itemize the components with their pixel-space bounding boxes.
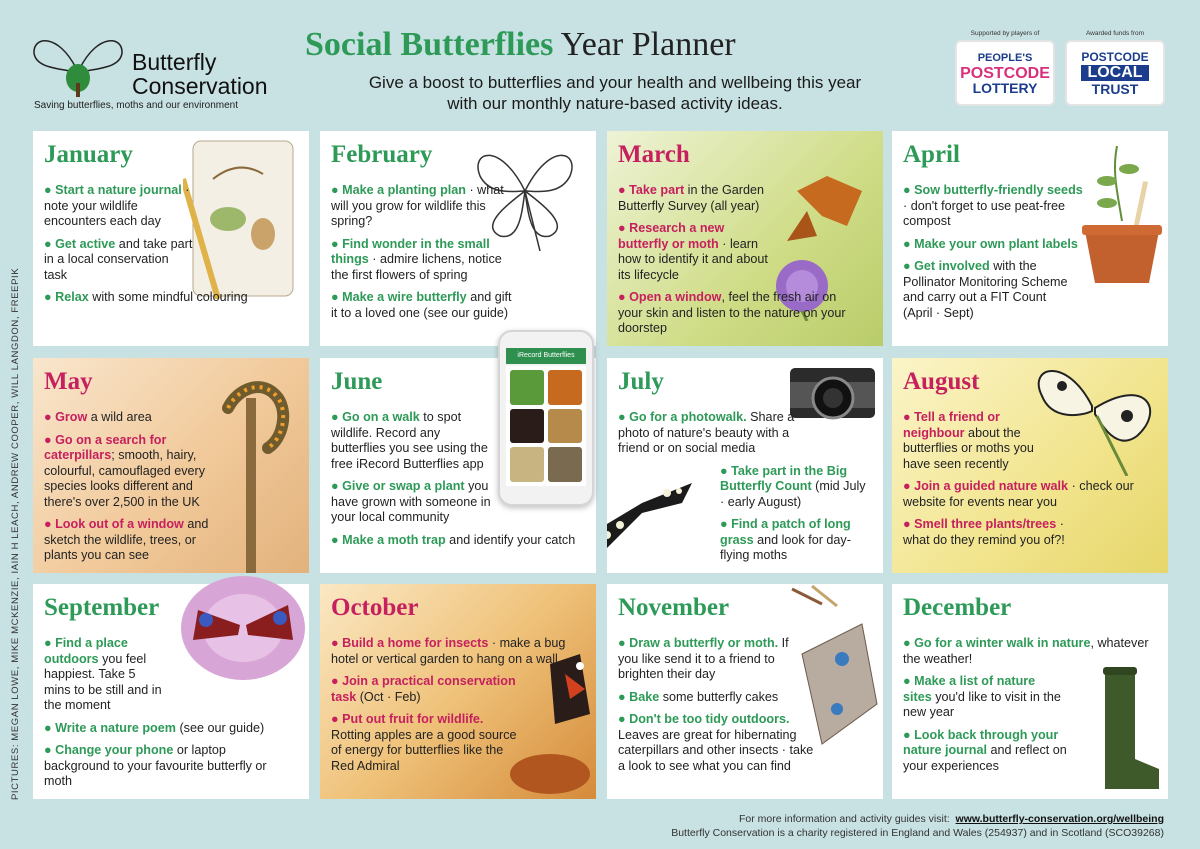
activity-lead: Bake bbox=[629, 689, 660, 704]
activity-item: ● Change your phone or laptop background to your favourite butterfly or moth bbox=[44, 743, 267, 788]
activity-list bbox=[331, 410, 576, 555]
activity-lead: Join a practical conservation task bbox=[331, 674, 516, 704]
activity-text: and reflect on your experiences bbox=[903, 743, 1067, 773]
activity-text: · note your wildlife encounters each day bbox=[44, 183, 190, 228]
activity-item: ● Get involved with the Pollinator Monitoring Scheme and carry out a FIT Count (April · Sept) bbox=[903, 259, 1068, 320]
activity-text: and identify your catch bbox=[445, 532, 576, 547]
wellington-boots-icon bbox=[1097, 664, 1167, 794]
activity-item: ● Grow a wild area bbox=[44, 410, 152, 424]
activity-text: and take part in a local conservation task bbox=[44, 236, 193, 282]
species-tile bbox=[548, 447, 582, 482]
month-title: April bbox=[903, 141, 960, 168]
activity-text: you feel happiest. Take 5 mins to be still and in the moment bbox=[44, 651, 162, 712]
month-title: August bbox=[903, 368, 980, 395]
title-highlight: Social Butterflies bbox=[305, 26, 554, 63]
activity-text: (mid July · early August) bbox=[720, 479, 866, 509]
activity-item: ● Look out of a window and sketch the wildlife, trees, or plants you can see bbox=[44, 517, 209, 562]
activity-text: with the Pollinator Monitoring Scheme and carry out a FIT Count (April · Sept) bbox=[903, 259, 1068, 320]
activity-text: and gift it to a loved one (see our guide) bbox=[331, 290, 512, 320]
activity-text: you have grown with someone in your local community bbox=[331, 479, 491, 524]
activity-text: about the butterflies or moths you have seen recently bbox=[903, 425, 1034, 471]
activity-text: Rotting apples are a good source of energy for butterflies like the Red Admiral bbox=[331, 727, 517, 773]
activity-item: ● Open a window, feel the fresh air on your skin and listen to the nature on your doorstep bbox=[618, 290, 846, 335]
month-card-february bbox=[320, 131, 596, 346]
activity-lead: Find a place outdoors bbox=[44, 636, 128, 666]
activity-text: and look for day-flying moths bbox=[720, 532, 851, 562]
activity-list bbox=[331, 636, 566, 781]
activity-text: ; smooth, hairy, colourful, camouflaged every species looks different and there's over 2,500 in the UK bbox=[44, 448, 206, 509]
month-title: July bbox=[618, 368, 664, 395]
activity-lead: Build a home for insects bbox=[342, 636, 489, 650]
logo-tagline: Saving butterflies, moths and our environment bbox=[34, 100, 238, 111]
activity-lead: Look back through your nature journal bbox=[903, 727, 1059, 757]
sponsor-line: POSTCODE bbox=[1081, 50, 1149, 64]
activity-text: or laptop background to your favourite butterfly or moth bbox=[44, 743, 267, 788]
activity-text: to spot wildlife. Record any butterflies you see using the free iRecord Butterflies app bbox=[331, 410, 488, 471]
activity-text: and sketch the wildlife, trees, or plants you can see bbox=[44, 517, 209, 562]
activity-lead: Go on a search for caterpillars bbox=[44, 432, 167, 462]
phone-irecord-app bbox=[498, 330, 594, 506]
species-tile bbox=[510, 409, 544, 444]
activity-lead: Get active bbox=[55, 236, 116, 251]
activity-lead: Write a nature poem bbox=[55, 720, 176, 735]
activity-item: ● Draw a butterfly or moth. If you like send it to a friend to brighten their day bbox=[618, 636, 789, 681]
peacock-butterfly-on-flower-icon bbox=[178, 570, 308, 685]
sponsor-line: LOCAL bbox=[1081, 65, 1148, 81]
app-grid bbox=[506, 366, 586, 486]
activity-item: ● Tell a friend or neighbour about the butterflies or moths you have seen recently bbox=[903, 410, 1034, 471]
month-card-may bbox=[33, 358, 309, 573]
activity-text: you'd like to visit in the new year bbox=[903, 689, 1061, 719]
activity-lead: Find wonder in the small things bbox=[331, 236, 490, 266]
sponsor-logo bbox=[955, 40, 1055, 106]
month-card-april bbox=[892, 131, 1168, 346]
activity-item: ● Don't be too tidy outdoors. Leaves are great for hibernating caterpillars and other insects · take a look to see what you can find bbox=[618, 712, 814, 773]
sponsor-caption: Supported by players of bbox=[970, 30, 1040, 37]
activity-item: ● Build a home for insects · make a bug hotel or vertical garden to hang on a wall bbox=[331, 636, 566, 666]
activity-list bbox=[903, 636, 1149, 781]
activity-item: ● Make a list of nature sites you'd like to visit in the new year bbox=[903, 674, 1061, 719]
activity-text: · learn how to identify it and about its lifecycle bbox=[618, 236, 768, 282]
activity-item: ● Take part in the Big Butterfly Count (mid July · early August) bbox=[720, 463, 866, 509]
title-rest: Year Planner bbox=[560, 26, 736, 63]
activity-text: (Oct · Feb) bbox=[356, 689, 421, 704]
activity-lead: Look out of a window bbox=[55, 517, 184, 531]
activity-item: ● Give or swap a plant you have grown with someone in your local community bbox=[331, 479, 491, 524]
sponsor-line: LOTTERY bbox=[972, 79, 1038, 96]
month-title: March bbox=[618, 141, 690, 168]
activity-lead: Make a planting plan bbox=[342, 183, 466, 197]
species-tile bbox=[548, 409, 582, 444]
activity-lead: Change your phone bbox=[55, 743, 174, 757]
sponsor-postcode-local-trust bbox=[1065, 30, 1165, 106]
sponsor-caption: Awarded funds from bbox=[1085, 30, 1145, 37]
activity-text: · what will you grow for wildlife this spring? bbox=[331, 183, 504, 228]
activity-item: ● Start a nature journal · note your wildlife encounters each day bbox=[44, 183, 190, 228]
activity-text: Leaves are great for hibernating caterpillars and other insects · take a look to see what you can find bbox=[618, 727, 814, 773]
activity-text: with some mindful colouring bbox=[88, 290, 248, 304]
activity-item: ● Research a new butterfly or moth · learn how to identify it and about its lifecycle bbox=[618, 221, 768, 282]
activity-text: a wild area bbox=[87, 410, 152, 424]
activity-item: ● Put out fruit for wildlife. Rotting apples are a good source of energy for butterflies like the Red Admiral bbox=[331, 712, 517, 773]
activity-text: , feel the fresh air on your skin and listen to the nature on your doorstep bbox=[618, 290, 846, 335]
activity-item: ● Join a practical conservation task (Oct · Feb) bbox=[331, 674, 516, 704]
activity-list bbox=[618, 183, 846, 344]
activity-item: ● Get active and take part in a local conservation task bbox=[44, 236, 193, 282]
month-card-january bbox=[33, 131, 309, 346]
app-title: iRecord Butterflies bbox=[506, 348, 586, 364]
sponsor-peoples-postcode-lottery bbox=[955, 30, 1055, 106]
activity-item: ● Sow butterfly-friendly seeds · don't forget to use peat-free compost bbox=[903, 183, 1083, 228]
activity-item: ● Relax with some mindful colouring bbox=[44, 290, 248, 304]
butterfly-logo-icon bbox=[28, 28, 128, 98]
activity-lead: Start a nature journal bbox=[55, 183, 182, 197]
footer bbox=[671, 812, 1164, 840]
activity-item: ● Smell three plants/trees · what do they remind you of?! bbox=[903, 517, 1065, 547]
activity-item: ● Take part in the Garden Butterfly Survey (all year) bbox=[618, 183, 764, 213]
activity-lead: Don't be too tidy outdoors. bbox=[629, 712, 790, 726]
activity-list bbox=[618, 410, 866, 571]
activity-lead: Take part in the Big Butterfly Count bbox=[720, 463, 848, 493]
activity-list bbox=[618, 636, 818, 781]
activity-text: · admire lichens, notice the first flowers of spring bbox=[331, 252, 502, 282]
activity-item: ● Look back through your nature journal and reflect on your experiences bbox=[903, 727, 1067, 773]
month-card-august bbox=[892, 358, 1168, 573]
activity-text: , whatever the weather! bbox=[903, 636, 1149, 666]
sponsor-line: PEOPLE'S bbox=[977, 51, 1033, 64]
species-tile bbox=[510, 447, 544, 482]
activity-lead: Go for a winter walk in nature bbox=[914, 636, 1091, 650]
activity-item: ● Go on a search for caterpillars; smooth, hairy, colourful, camouflaged every species looks different and there's over 2,500 in the UK bbox=[44, 432, 206, 509]
activity-item: ● Go on a walk to spot wildlife. Record any butterflies you see using the free iRecord Butterflies app bbox=[331, 410, 488, 471]
activity-lead: Make a wire butterfly bbox=[342, 290, 467, 304]
activity-lead: Put out fruit for wildlife. bbox=[342, 712, 484, 726]
activity-item: ● Go for a winter walk in nature, whatever the weather! bbox=[903, 636, 1149, 666]
month-card-march bbox=[607, 131, 883, 346]
activity-item: ● Make a planting plan · what will you grow for wildlife this spring? bbox=[331, 183, 504, 228]
activity-text: (see our guide) bbox=[175, 720, 265, 735]
activity-lead: Make your own plant labels bbox=[914, 236, 1078, 251]
activity-lead: Give or swap a plant bbox=[342, 479, 465, 493]
butterfly-conservation-logo bbox=[28, 22, 298, 122]
activity-list bbox=[44, 183, 248, 313]
month-title: December bbox=[903, 594, 1012, 621]
species-tile bbox=[510, 370, 544, 405]
activity-lead: Smell three plants/trees bbox=[914, 517, 1057, 531]
activity-text: Share a photo of nature's beauty with a friend or on social media bbox=[618, 410, 795, 455]
journal-sketch-icon bbox=[183, 139, 301, 299]
activity-text: · what do they remind you of?! bbox=[903, 517, 1065, 547]
activity-lead: Grow bbox=[55, 410, 88, 424]
activity-item: ● Write a nature poem (see our guide) bbox=[44, 720, 265, 735]
activity-lead: Draw a butterfly or moth. bbox=[629, 636, 779, 650]
activity-list bbox=[44, 410, 229, 571]
activity-item: ● Join a guided nature walk · check our website for events near you bbox=[903, 479, 1134, 509]
activity-text: some butterfly cakes bbox=[659, 689, 779, 704]
month-title: November bbox=[618, 594, 730, 621]
activity-lead: Get involved bbox=[914, 259, 990, 273]
month-title: January bbox=[44, 141, 133, 168]
month-title: June bbox=[331, 368, 383, 395]
month-card-october bbox=[320, 584, 596, 799]
activity-text: in the Garden Butterfly Survey (all year) bbox=[618, 183, 764, 213]
activity-lead: Make a list of nature sites bbox=[903, 674, 1036, 704]
species-tile bbox=[548, 370, 582, 405]
activity-lead: Join a guided nature walk bbox=[914, 479, 1069, 493]
activity-item: ● Make a moth trap and identify your catch bbox=[331, 532, 576, 547]
activity-lead: Go for a photowalk. bbox=[629, 410, 747, 424]
activity-text: · don't forget to use peat-free compost bbox=[903, 198, 1066, 228]
month-title: May bbox=[44, 368, 93, 395]
activity-item: ● Find a place outdoors you feel happiest. Take 5 mins to be still and in the moment bbox=[44, 636, 162, 712]
month-card-july bbox=[607, 358, 883, 573]
activity-list bbox=[903, 183, 1103, 328]
logo-name: Butterfly Conservation bbox=[132, 49, 268, 99]
activity-lead: Find a patch of long grass bbox=[720, 517, 851, 547]
activity-lead: Sow butterfly-friendly seeds bbox=[914, 183, 1083, 197]
footer-charity: Butterfly Conservation is a charity registered in England and Wales (254937) and in Scotland (SCO39268) bbox=[671, 827, 1164, 839]
activity-item: ● Bake some butterfly cakes bbox=[618, 689, 779, 704]
activity-item: ● Make a wire butterfly and gift it to a loved one (see our guide) bbox=[331, 290, 512, 320]
month-card-december bbox=[892, 584, 1168, 799]
activity-list bbox=[903, 410, 1163, 555]
month-title: February bbox=[331, 141, 433, 168]
footer-url-link[interactable]: www.butterfly-conservation.org/wellbeing bbox=[955, 813, 1164, 825]
activity-item: ● Go for a photowalk. Share a photo of nature's beauty with a friend or on social media bbox=[618, 410, 795, 455]
month-title: October bbox=[331, 594, 419, 621]
sponsor-logo bbox=[1065, 40, 1165, 106]
activity-lead: Tell a friend or neighbour bbox=[903, 410, 1000, 440]
activity-lead: Research a new butterfly or moth bbox=[618, 221, 725, 251]
sponsor-line: TRUST bbox=[1091, 81, 1139, 97]
picture-credits: PICTURES: MEGAN LOWE, MIKE MCKENZIE, IAIN H LEACH, ANDREW COOPER, WILL LANGDON, FREEPIK bbox=[10, 267, 21, 800]
activity-lead: Go on a walk bbox=[342, 410, 420, 424]
sponsor-line: POSTCODE bbox=[960, 64, 1050, 82]
intro-text: Give a boost to butterflies and your health and wellbeing this year with our monthly nature-based activity ideas. bbox=[368, 73, 862, 113]
activity-item: ● Find wonder in the small things · admire lichens, notice the first flowers of spring bbox=[331, 236, 502, 282]
activity-lead: Open a window bbox=[629, 290, 722, 304]
activity-lead: Take part bbox=[629, 183, 685, 197]
activity-list bbox=[331, 183, 521, 328]
footer-more-info: For more information and activity guides visit: bbox=[739, 813, 950, 825]
page-title bbox=[305, 26, 736, 64]
activity-text: · check our website for events near you bbox=[903, 479, 1134, 509]
activity-item: ● Make your own plant labels bbox=[903, 236, 1078, 251]
month-title: September bbox=[44, 594, 160, 621]
activity-item: ● Find a patch of long grass and look for day-flying moths bbox=[720, 517, 851, 562]
activity-lead: Make a moth trap bbox=[342, 532, 446, 547]
activity-lead: Relax bbox=[55, 290, 89, 304]
month-card-november bbox=[607, 584, 883, 799]
activity-text: · make a bug hotel or vertical garden to hang on a wall bbox=[331, 636, 566, 666]
activity-text: If you like send it to a friend to brighten their day bbox=[618, 636, 789, 681]
